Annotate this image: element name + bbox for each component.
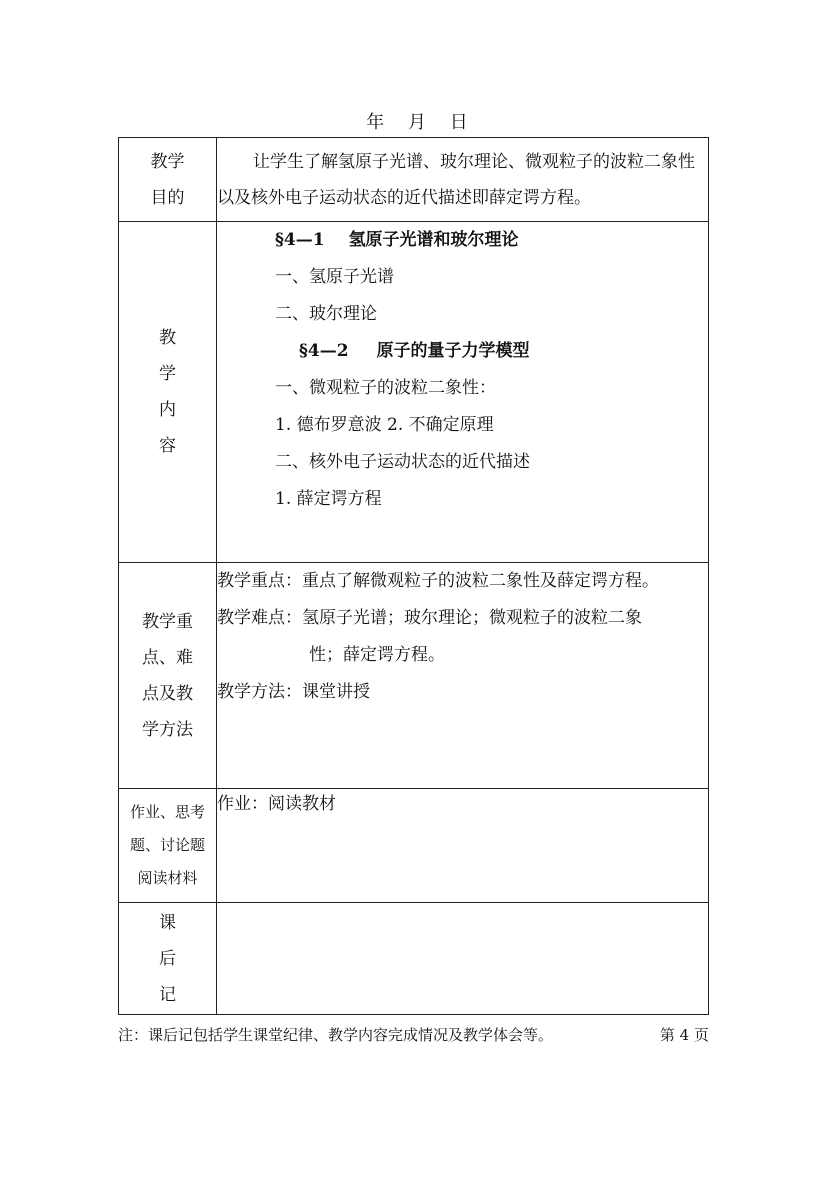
content-cell	[217, 222, 709, 563]
section-heading: §4—2 原子的量子力学模型	[299, 341, 530, 361]
content-item: 一、氢原子光谱	[275, 267, 394, 287]
teaching-focus: 教学重点：重点了解微观粒子的波粒二象性及薛定谔方程。	[217, 571, 659, 591]
goal-row	[119, 138, 709, 222]
lesson-plan-table	[118, 137, 709, 1015]
homework-row	[119, 789, 709, 903]
footer	[118, 1024, 709, 1045]
content-item: 1. 薛定谔方程	[275, 489, 382, 509]
section-heading: §4—1 氢原子光谱和玻尔理论	[275, 230, 519, 250]
content-item: 二、玻尔理论	[275, 304, 377, 324]
homework-label: 作业、思考 题、讨论题 阅读材料	[119, 789, 217, 903]
content-item: 1. 德布罗意波 2. 不确定原理	[275, 415, 494, 435]
homework-text: 作业：阅读教材	[217, 789, 709, 903]
notes-label: 课 后 记	[119, 903, 217, 1015]
goal-text: 让学生了解氢原子光谱、玻尔理论、微观粒子的波粒二象性以及核外电子运动状态的近代描述即薛定谔方程。	[217, 138, 709, 222]
date-line: 年 月 日	[366, 112, 468, 133]
notes-text	[217, 903, 709, 1015]
keypoints-cell	[217, 563, 709, 789]
teaching-difficulty-cont: 性；薛定谔方程。	[309, 645, 445, 665]
content-label: 教 学 内 容	[119, 222, 217, 563]
keypoints-label: 教学重 点、难 点及教 学方法	[119, 563, 217, 789]
page-number: 第 4 页	[659, 1026, 709, 1044]
content-row	[119, 222, 709, 563]
teaching-difficulty: 教学难点：氢原子光谱；玻尔理论；微观粒子的波粒二象	[217, 608, 642, 628]
notes-row	[119, 903, 709, 1015]
footer-note: 注：课后记包括学生课堂纪律、教学内容完成情况及教学体会等。	[118, 1026, 554, 1044]
keypoints-row	[119, 563, 709, 789]
content-item: 一、微观粒子的波粒二象性：	[275, 378, 496, 398]
content-item: 二、核外电子运动状态的近代描述	[275, 452, 530, 472]
goal-label: 教学 目的	[119, 138, 217, 222]
teaching-method: 教学方法：课堂讲授	[217, 682, 370, 702]
